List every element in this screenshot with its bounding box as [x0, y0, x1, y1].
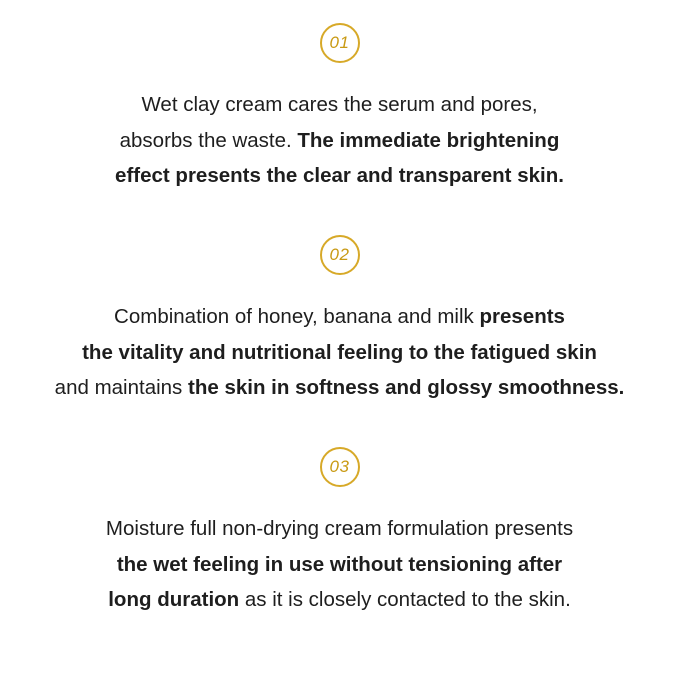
feature-description [0, 87, 679, 194]
text-run: absorbs the waste. [119, 128, 298, 152]
description-line [0, 299, 679, 335]
feature-number-badge [320, 447, 360, 487]
feature-number: 02 [329, 245, 350, 264]
description-line [0, 547, 679, 583]
description-line [0, 335, 679, 371]
description-line [0, 158, 679, 194]
feature-section-2 [0, 235, 679, 406]
feature-number: 01 [329, 33, 350, 52]
text-run: Wet clay cream cares the serum and pores, [141, 93, 538, 116]
text-run: Combination of honey, banana and milk [114, 305, 480, 328]
description-line [0, 511, 679, 547]
feature-section-3 [0, 447, 679, 618]
description-line [0, 123, 679, 159]
text-run: as it is closely contacted to the skin. [239, 588, 571, 611]
text-run-bold: presents [479, 305, 565, 328]
text-run-bold: long duration [108, 588, 240, 611]
text-run-bold: effect presents the clear and transparent skin. [115, 164, 564, 187]
text-run: and maintains [54, 376, 189, 399]
text-run-bold: the vitality and nutritional feeling to the fatigued skin [82, 340, 597, 364]
description-line [0, 370, 679, 406]
feature-number-badge [320, 235, 360, 275]
feature-number: 03 [329, 457, 350, 476]
feature-number-badge [320, 23, 360, 63]
text-run-bold: The immediate brightening [297, 128, 560, 152]
description-line [0, 87, 679, 123]
description-line [0, 582, 679, 618]
text-run-bold: the skin in softness and glossy smoothness. [188, 376, 625, 399]
text-run: Moisture full non-drying cream formulation presents [105, 517, 574, 540]
text-run-bold: the wet feeling in use without tensioning after [116, 552, 563, 576]
feature-section-1 [0, 23, 679, 194]
feature-description [0, 511, 679, 618]
feature-description [0, 299, 679, 406]
